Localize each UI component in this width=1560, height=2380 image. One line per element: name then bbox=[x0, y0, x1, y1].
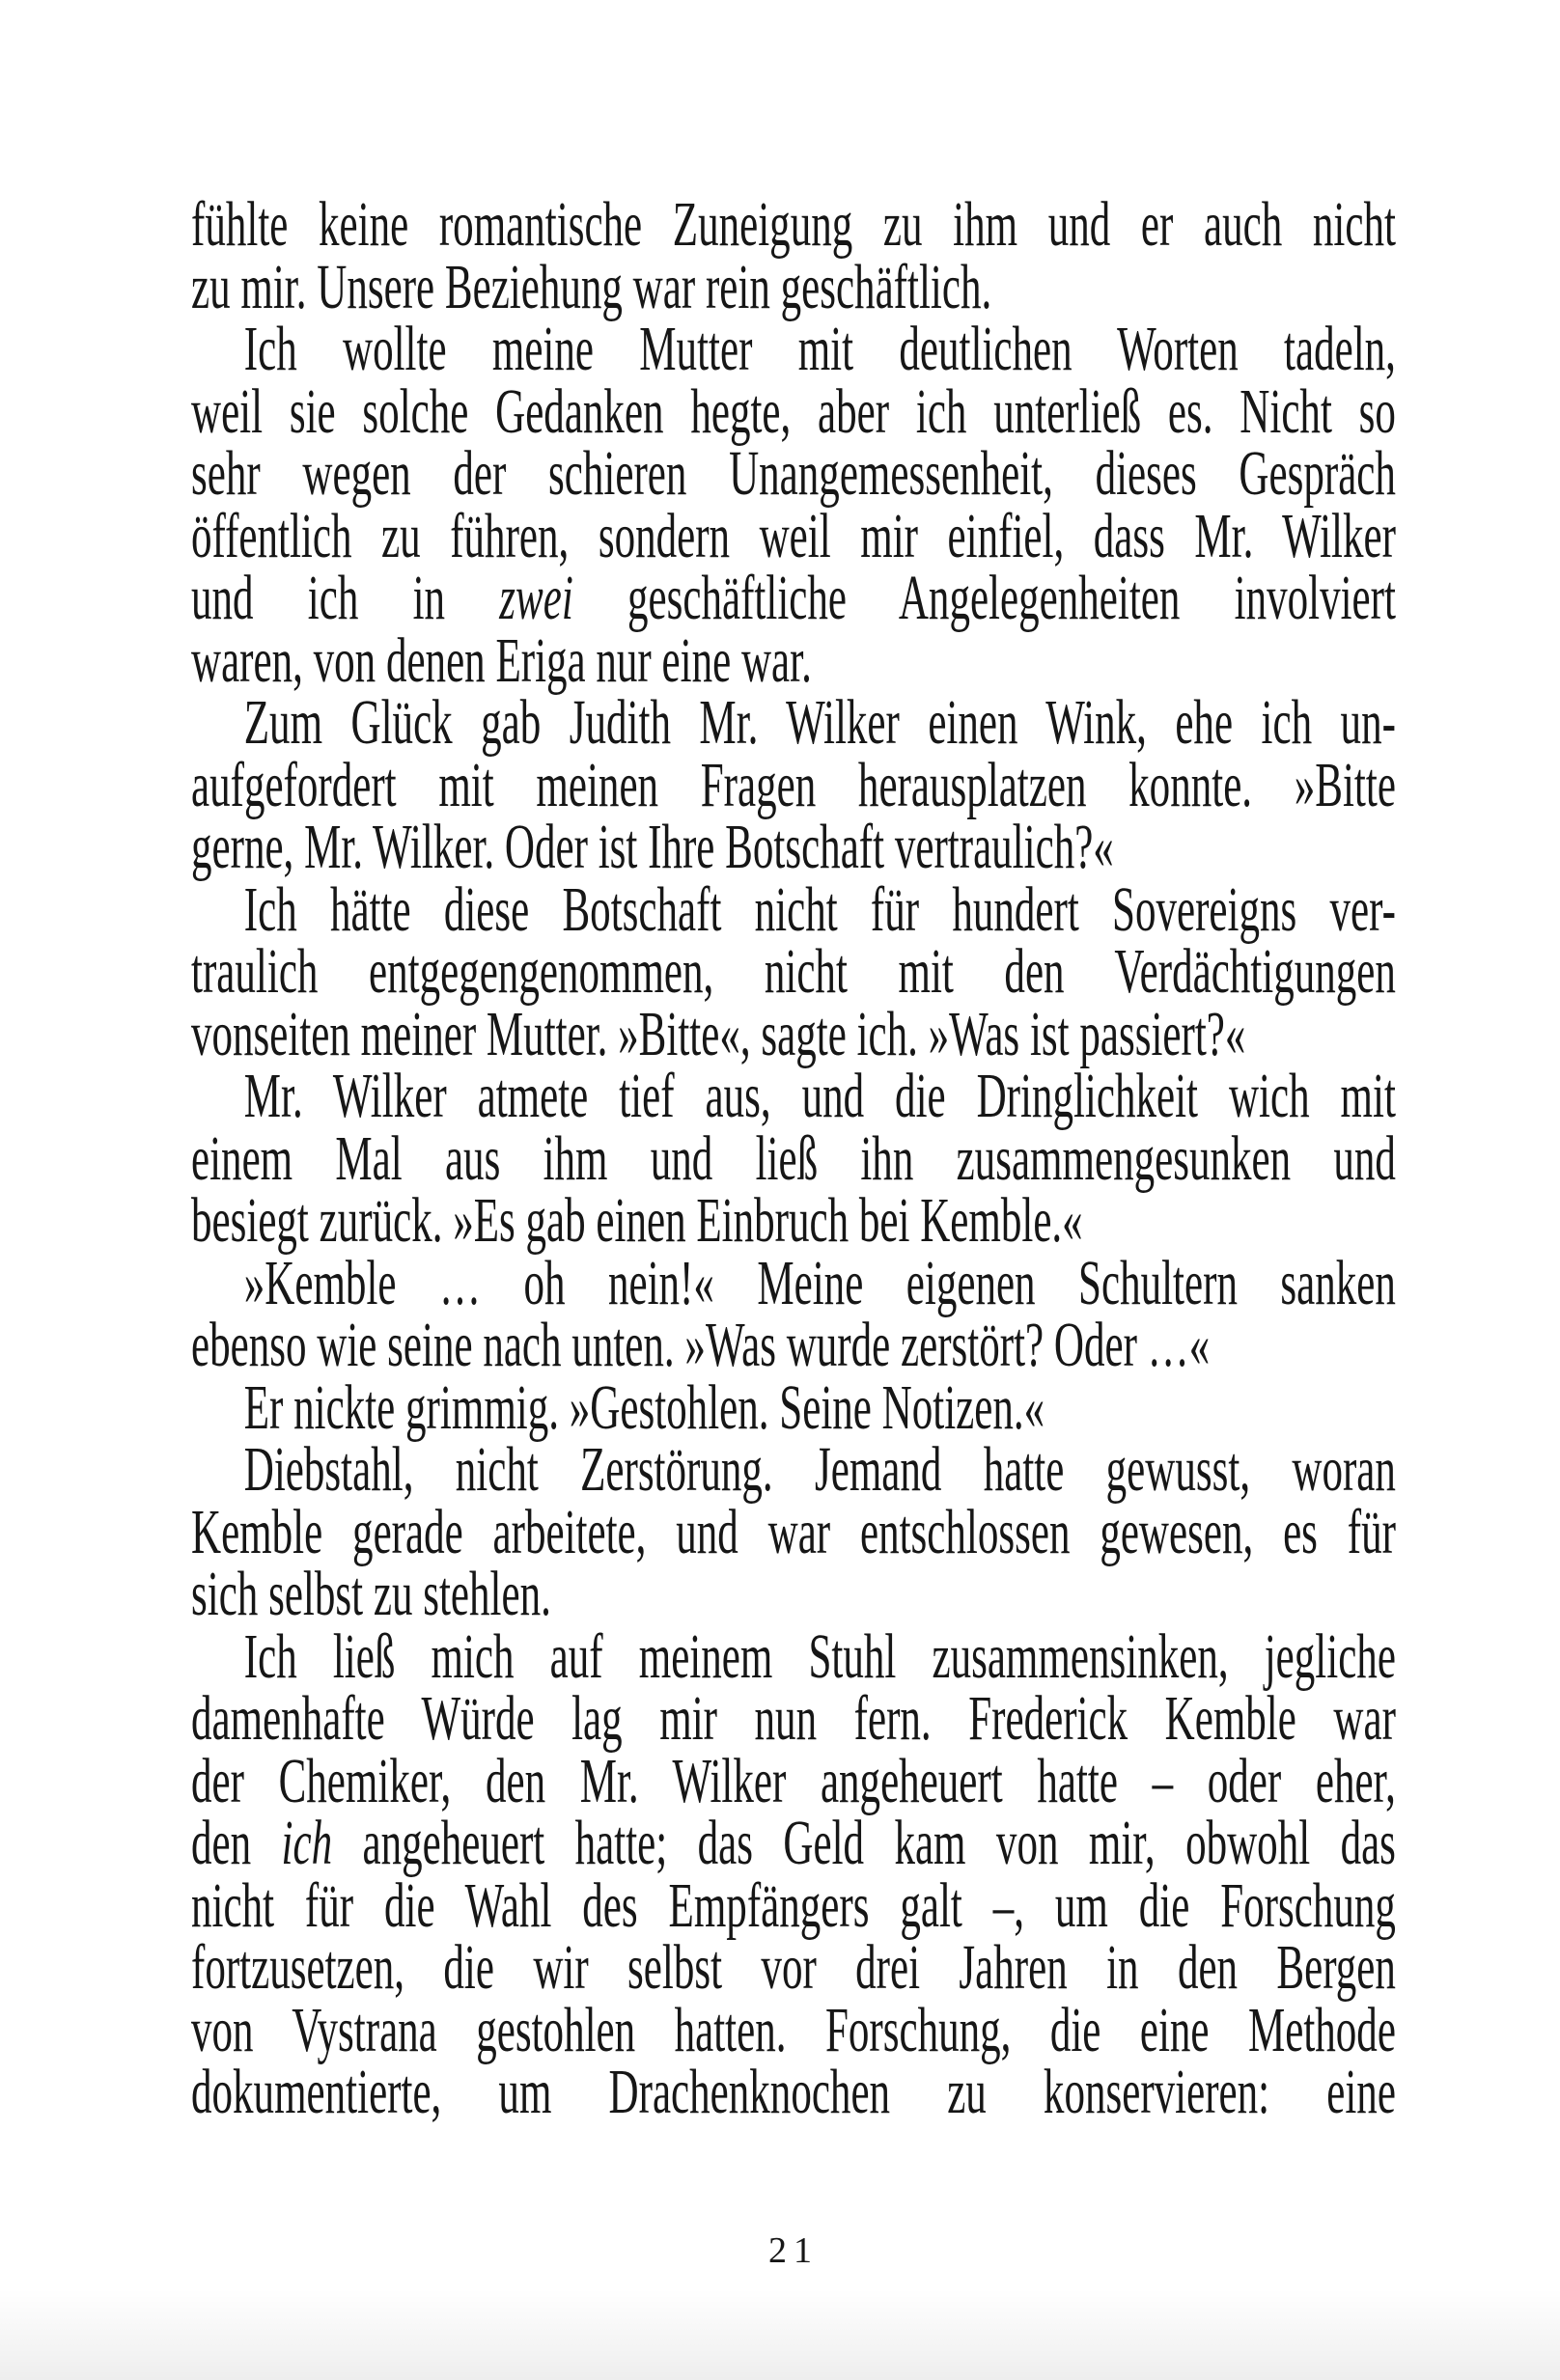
text-line bbox=[191, 563, 1396, 633]
text-segment: geschäftliche Angelegenheiten involviert bbox=[572, 563, 1396, 633]
text-line bbox=[191, 314, 1396, 384]
text-segment: der Chemiker, den Mr. Wilker angeheuert hatte – oder eher, bbox=[191, 1745, 1396, 1816]
text-segment: dokumentierte, um Drachenknochen zu konservieren: eine bbox=[191, 2057, 1396, 2127]
text-segment: Ich wollte meine Mutter mit deutlichen Worten tadeln, bbox=[243, 314, 1396, 384]
text-segment: angeheuert hatte; das Geld kam von mir, obwohl das bbox=[332, 1808, 1396, 1878]
text-segment: öffentlich zu führen, sondern weil mir einfiel, dass Mr. Wilker bbox=[191, 500, 1396, 571]
text-segment: von Vystrana gestohlen hatten. Forschung, die eine Methode bbox=[191, 1994, 1396, 2065]
text-line bbox=[191, 438, 1396, 509]
text-line bbox=[191, 1247, 1396, 1318]
text-segment: »Kemble … oh nein!« Meine eigenen Schultern sanken bbox=[243, 1247, 1396, 1318]
text-line bbox=[191, 251, 1396, 322]
text-segment: Zum Glück gab Judith Mr. Wilker einen Wink, ehe ich un- bbox=[243, 687, 1396, 758]
text-segment: ebenso wie seine nach unten. »Was wurde zerstört? Oder …« bbox=[191, 1310, 1211, 1380]
text-segment: besiegt zurück. »Es gab einen Einbruch bei Kemble.« bbox=[191, 1185, 1083, 1256]
text-segment: Er nickte grimmig. »Gestohlen. Seine Notizen.« bbox=[243, 1371, 1045, 1443]
text-line bbox=[191, 1683, 1396, 1754]
text-segment: vonseiten meiner Mutter. »Bitte«, sagte ich. »Was ist passiert?« bbox=[191, 998, 1246, 1069]
text-segment: fortzusetzen, die wir selbst vor drei Jahren in den Bergen bbox=[191, 1932, 1396, 2003]
text-segment: einem Mal aus ihm und ließ ihn zusammengesunken und bbox=[191, 1122, 1396, 1194]
text-line bbox=[191, 1371, 1396, 1443]
text-segment: Mr. Wilker atmete tief aus, und die Dringlichkeit wich mit bbox=[243, 1061, 1396, 1131]
text-segment: Diebstahl, nicht Zerstörung. Jemand hatte gewusst, woran bbox=[243, 1434, 1396, 1505]
text-segment: waren, von denen Eriga nur eine war. bbox=[191, 624, 812, 696]
text-segment: aufgefordert mit meinen Fragen herausplatzen konnte. »Bitte bbox=[191, 749, 1396, 820]
text-line bbox=[191, 1808, 1396, 1878]
text-segment: Ich hätte diese Botschaft nicht für hundert Sovereigns ver- bbox=[243, 873, 1396, 945]
text-segment: und ich in bbox=[191, 563, 500, 633]
text-segment: Kemble gerade arbeitete, und war entschlossen gewesen, es für bbox=[191, 1496, 1396, 1567]
text-line bbox=[191, 624, 1396, 696]
text-segment: damenhafte Würde lag mir nun fern. Frederick Kemble war bbox=[191, 1683, 1396, 1754]
text-segment: nicht für die Wahl des Empfängers galt –, um die Forschung bbox=[191, 1869, 1396, 1941]
text-segment: sich selbst zu stehlen. bbox=[191, 1559, 551, 1629]
text-line bbox=[191, 812, 1396, 882]
text-segment: weil sie solche Gedanken hegte, aber ich unterließ es. Nicht so bbox=[191, 375, 1396, 447]
text-segment: gerne, Mr. Wilker. Oder ist Ihre Botschaft vertraulich?« bbox=[191, 812, 1114, 882]
text-line bbox=[191, 189, 1396, 260]
text-line bbox=[191, 1185, 1396, 1256]
text-line bbox=[191, 873, 1396, 945]
text-block bbox=[191, 189, 1396, 2127]
text-segment: zu mir. Unsere Beziehung war rein geschäftlich. bbox=[191, 251, 992, 322]
text-line bbox=[191, 749, 1396, 820]
text-line bbox=[191, 1559, 1396, 1629]
text-line bbox=[191, 1061, 1396, 1131]
text-line bbox=[191, 936, 1396, 1007]
text-line bbox=[191, 375, 1396, 447]
text-line bbox=[191, 1932, 1396, 2003]
text-segment-italic: zwei bbox=[499, 563, 573, 633]
page-bottom-shadow bbox=[0, 2288, 1560, 2380]
text-line bbox=[191, 1496, 1396, 1567]
text-line bbox=[191, 1869, 1396, 1941]
text-segment: traulich entgegengenommen, nicht mit den Verdächtigungen bbox=[191, 936, 1396, 1007]
text-line bbox=[191, 1745, 1396, 1816]
text-segment: den bbox=[191, 1808, 282, 1878]
text-line bbox=[191, 1310, 1396, 1380]
text-line bbox=[191, 1122, 1396, 1194]
text-line bbox=[191, 1994, 1396, 2065]
text-line bbox=[191, 1620, 1396, 1692]
text-segment: Ich ließ mich auf meinem Stuhl zusammensinken, jegliche bbox=[243, 1620, 1396, 1692]
text-line bbox=[191, 500, 1396, 571]
text-segment: fühlte keine romantische Zuneigung zu ihm und er auch nicht bbox=[191, 189, 1396, 260]
text-line bbox=[191, 687, 1396, 758]
text-line bbox=[191, 2057, 1396, 2127]
text-line bbox=[191, 1434, 1396, 1505]
text-segment: sehr wegen der schieren Unangemessenheit, dieses Gespräch bbox=[191, 438, 1396, 509]
page-number: 21 bbox=[768, 2230, 819, 2271]
text-segment-italic: ich bbox=[281, 1808, 333, 1878]
text-line bbox=[191, 998, 1396, 1069]
